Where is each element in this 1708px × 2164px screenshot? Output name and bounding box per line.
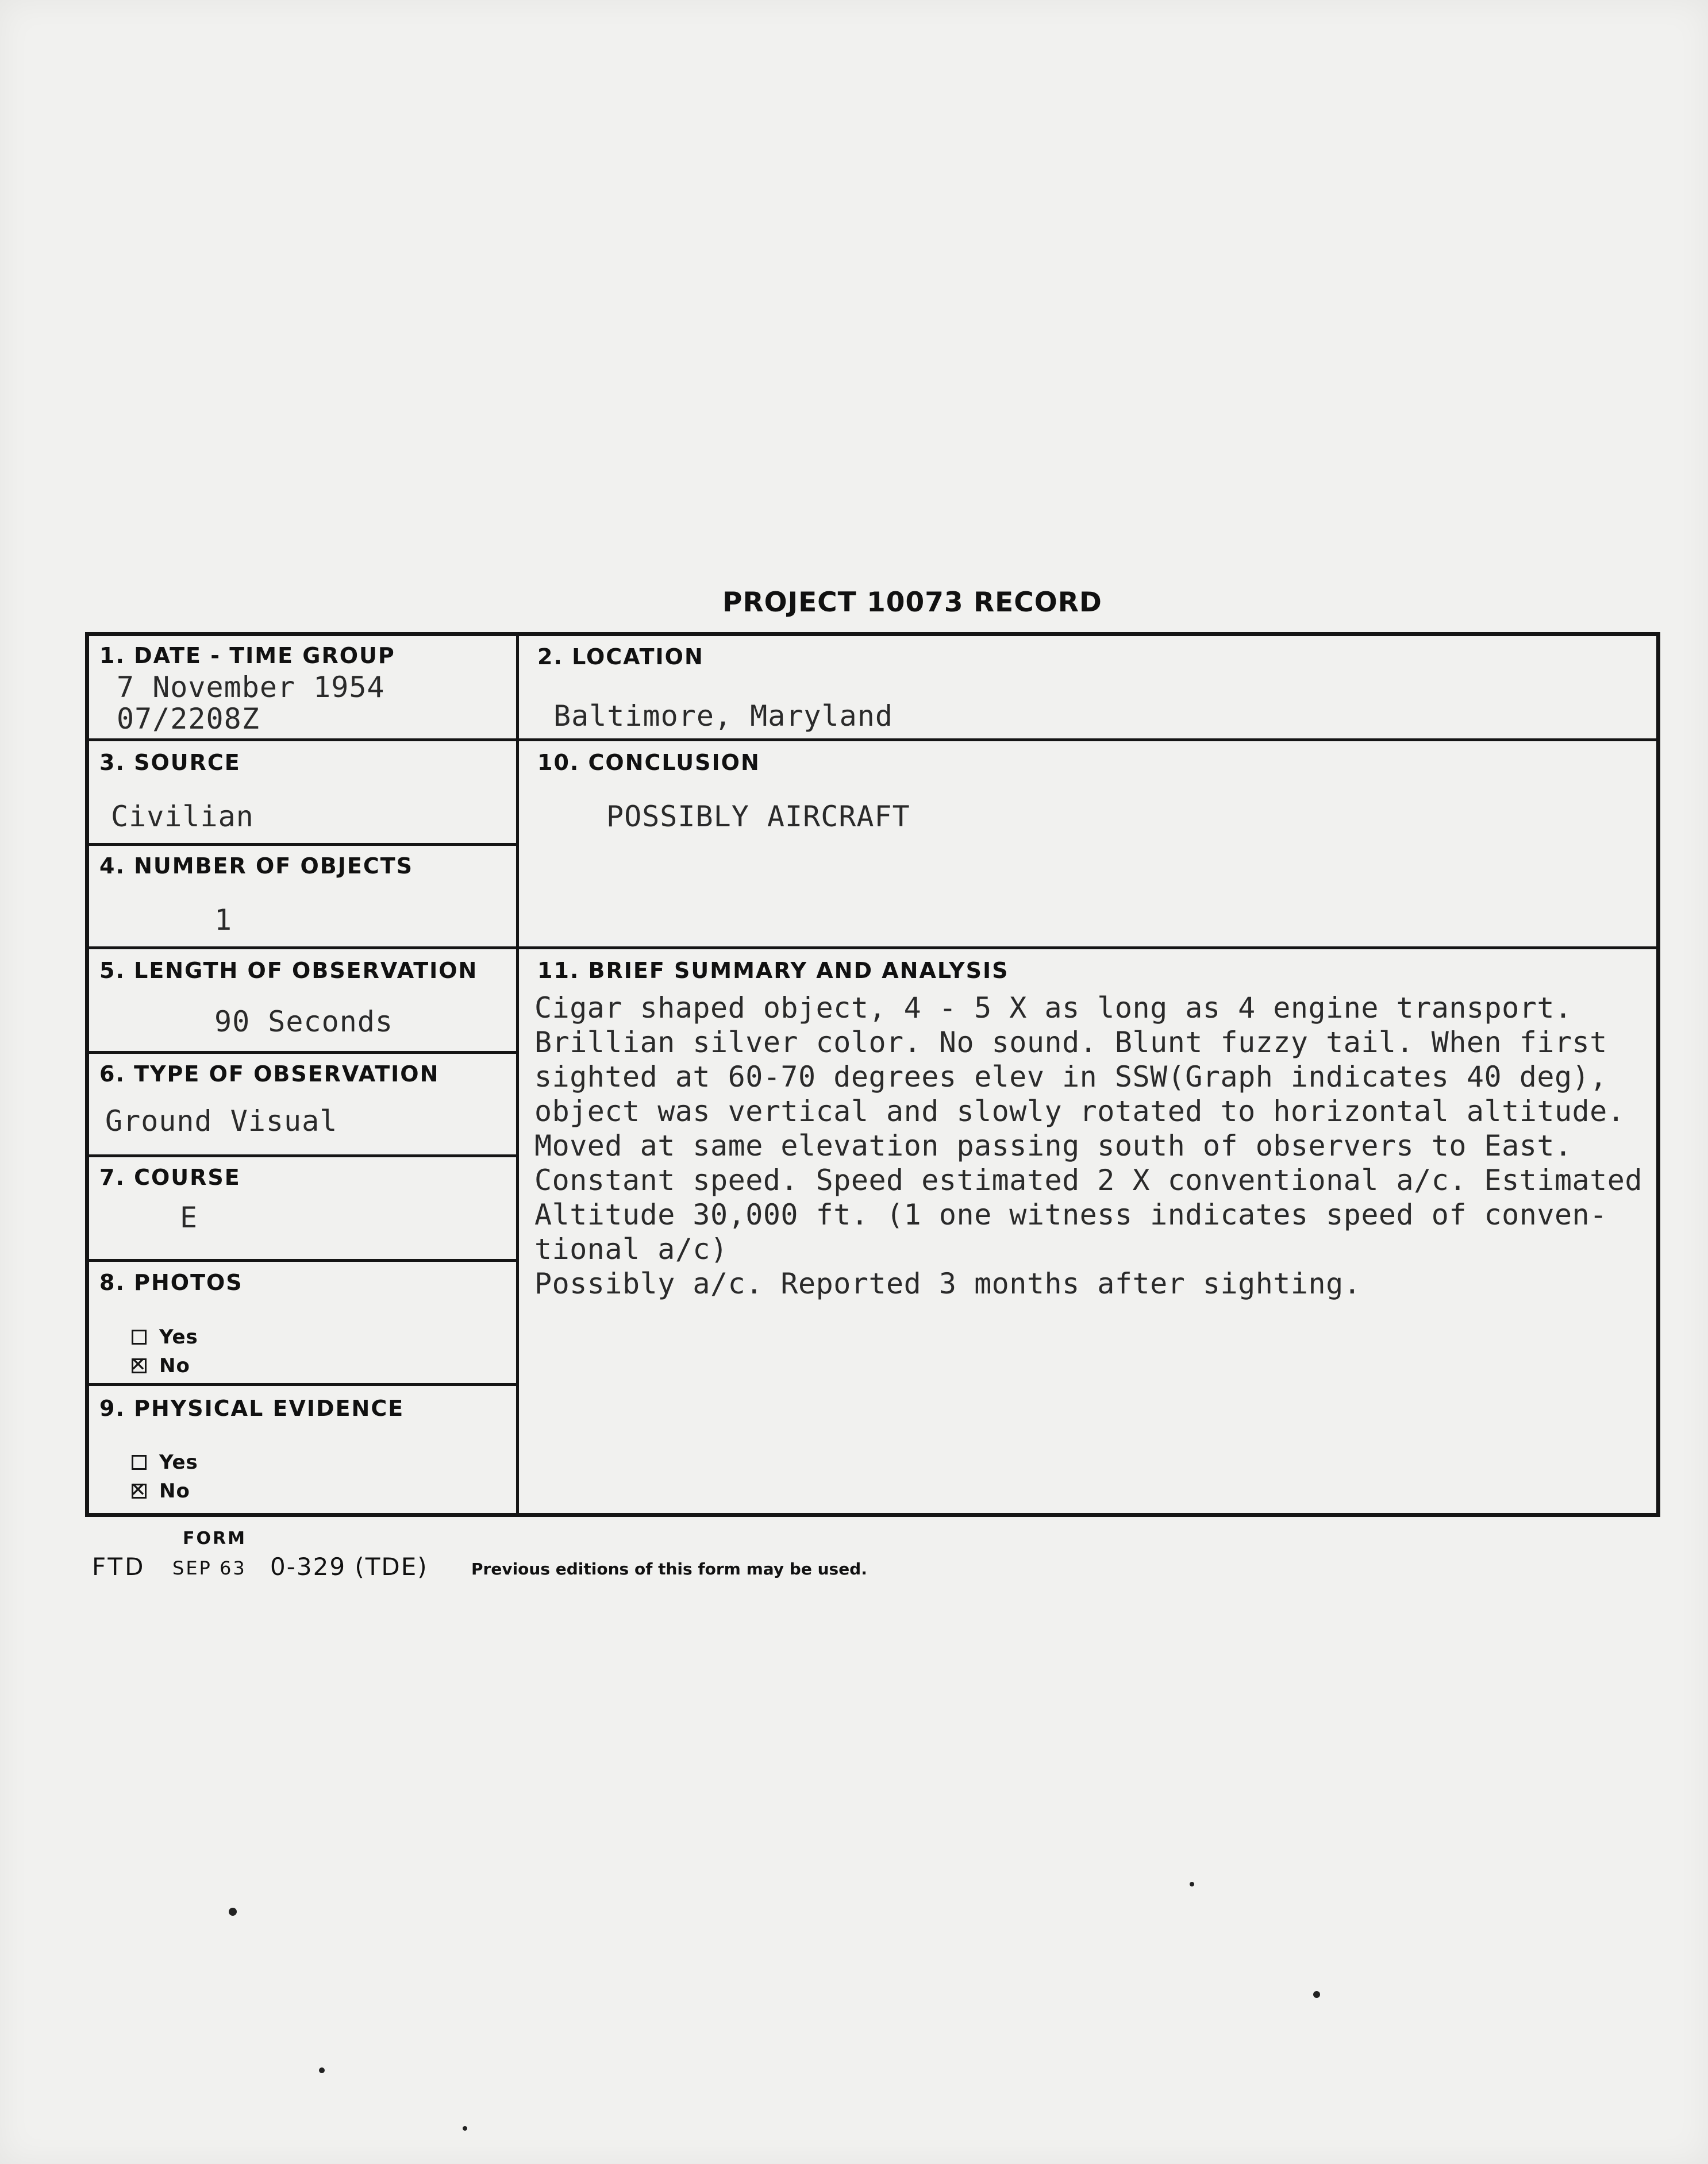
summary-line: Cigar shaped object, 4 - 5 X as long as 4 engine transport. (534, 991, 1572, 1025)
source-value: Civilian (111, 800, 254, 833)
column-divider (516, 636, 519, 1513)
form-label: FORM (183, 1528, 247, 1549)
physical-evidence-no-checkbox[interactable] (132, 1484, 147, 1499)
type-of-observation-label: 6. TYPE OF OBSERVATION (99, 1061, 440, 1087)
length-of-observation-value: 90 Seconds (214, 1005, 394, 1038)
physical-evidence-yes-checkbox[interactable] (132, 1455, 147, 1470)
row-divider (89, 1154, 517, 1157)
location-label: 2. LOCATION (537, 644, 704, 669)
photos-yes-label: Yes (159, 1326, 198, 1349)
summary-line: object was vertical and slowly rotated to horizontal altitude. (534, 1095, 1625, 1128)
scan-speck (319, 2067, 325, 2073)
number-of-objects-value: 1 (214, 903, 233, 937)
scan-speck (463, 2126, 467, 2131)
physical-evidence-yes-label: Yes (159, 1451, 198, 1474)
row-divider (89, 843, 517, 846)
row-divider (89, 738, 517, 741)
scan-speck (1313, 1991, 1320, 1998)
type-of-observation-value: Ground Visual (105, 1104, 338, 1138)
photos-no-checkbox[interactable] (132, 1358, 147, 1373)
course-label: 7. COURSE (99, 1165, 241, 1190)
form-date-code: SEP 63 (172, 1557, 247, 1579)
date-time-group-label: 1. DATE - TIME GROUP (99, 643, 395, 668)
conclusion-label: 10. CONCLUSION (537, 750, 760, 775)
photos-label: 8. PHOTOS (99, 1270, 243, 1295)
form-number: 0-329 (TDE) (270, 1553, 428, 1581)
source-label: 3. SOURCE (99, 750, 241, 775)
page-title: PROJECT 10073 RECORD (722, 587, 1102, 618)
summary-line: Constant speed. Speed estimated 2 X conventional a/c. Estimated (534, 1164, 1642, 1197)
summary-line: Possibly a/c. Reported 3 months after sighting. (534, 1267, 1361, 1300)
physical-evidence-no-label: No (159, 1480, 190, 1503)
number-of-objects-label: 4. NUMBER OF OBJECTS (99, 853, 414, 879)
date-time-group-time: 07/2208Z (117, 702, 260, 736)
form-note: Previous editions of this form may be used. (471, 1560, 867, 1578)
summary-line: Moved at same elevation passing south of observers to East. (534, 1129, 1572, 1162)
row-divider (89, 1383, 517, 1386)
summary-line: Altitude 30,000 ft. (1 one witness indicates speed of conven- (534, 1198, 1607, 1231)
summary-label: 11. BRIEF SUMMARY AND ANALYSIS (537, 958, 1009, 983)
physical-evidence-yes-option[interactable] (132, 1451, 198, 1474)
conclusion-value: POSSIBLY AIRCRAFT (606, 800, 910, 833)
row-divider (517, 738, 1656, 741)
ftd-label: FTD (92, 1553, 146, 1581)
row-divider (89, 1259, 517, 1262)
photos-yes-checkbox[interactable] (132, 1330, 147, 1345)
summary-line: tional a/c) (534, 1233, 728, 1266)
summary-line: sighted at 60-70 degrees elev in SSW(Graph indicates 40 deg), (534, 1060, 1607, 1093)
length-of-observation-label: 5. LENGTH OF OBSERVATION (99, 958, 478, 983)
physical-evidence-no-option[interactable] (132, 1480, 190, 1503)
location-value: Baltimore, Maryland (553, 699, 893, 733)
date-time-group-date: 7 November 1954 (117, 671, 385, 704)
photos-yes-option[interactable] (132, 1326, 198, 1349)
scan-speck (229, 1908, 237, 1916)
row-divider (89, 946, 517, 949)
record-form (85, 632, 1660, 1517)
summary-line: Brillian silver color. No sound. Blunt fuzzy tail. When first (534, 1026, 1607, 1059)
row-divider (517, 946, 1656, 949)
physical-evidence-label: 9. PHYSICAL EVIDENCE (99, 1396, 405, 1421)
photos-no-label: No (159, 1354, 190, 1377)
row-divider (89, 1051, 517, 1054)
scan-speck (1190, 1882, 1194, 1886)
photos-no-option[interactable] (132, 1354, 190, 1377)
course-value: E (180, 1201, 198, 1234)
